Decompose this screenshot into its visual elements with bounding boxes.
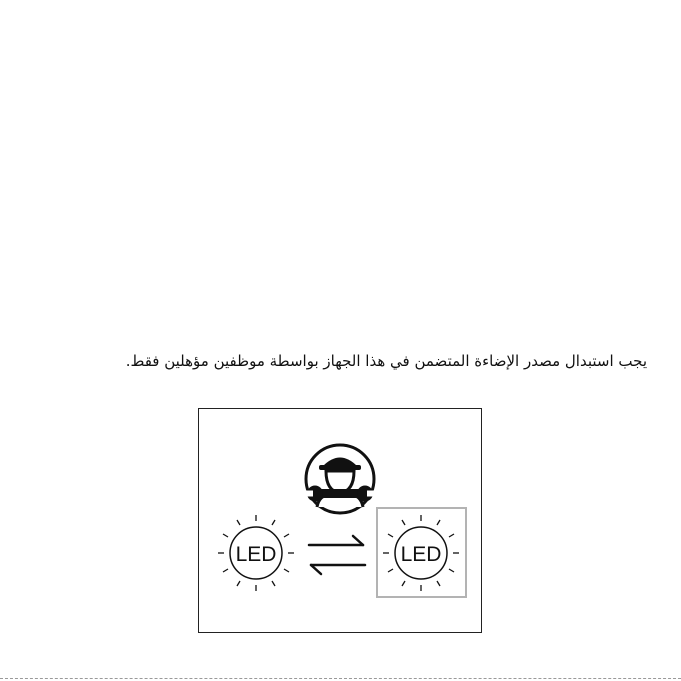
technician-wrench-icon: [303, 445, 377, 513]
led-bulb-icon-left: [218, 515, 294, 591]
qualified-personnel-notice: يجب استبدال مصدر الإضاءة المتضمن في هذا الجهاز بواسطة موظفين مؤهلين فقط.: [125, 352, 647, 370]
led-replacement-figure: [198, 408, 482, 633]
led-bulb-icon-right: [377, 508, 466, 597]
led-label-left: LED: [235, 543, 277, 566]
led-label-right: LED: [400, 543, 442, 566]
swap-arrows-icon: [309, 536, 365, 574]
page-bottom-rule: [0, 678, 681, 679]
